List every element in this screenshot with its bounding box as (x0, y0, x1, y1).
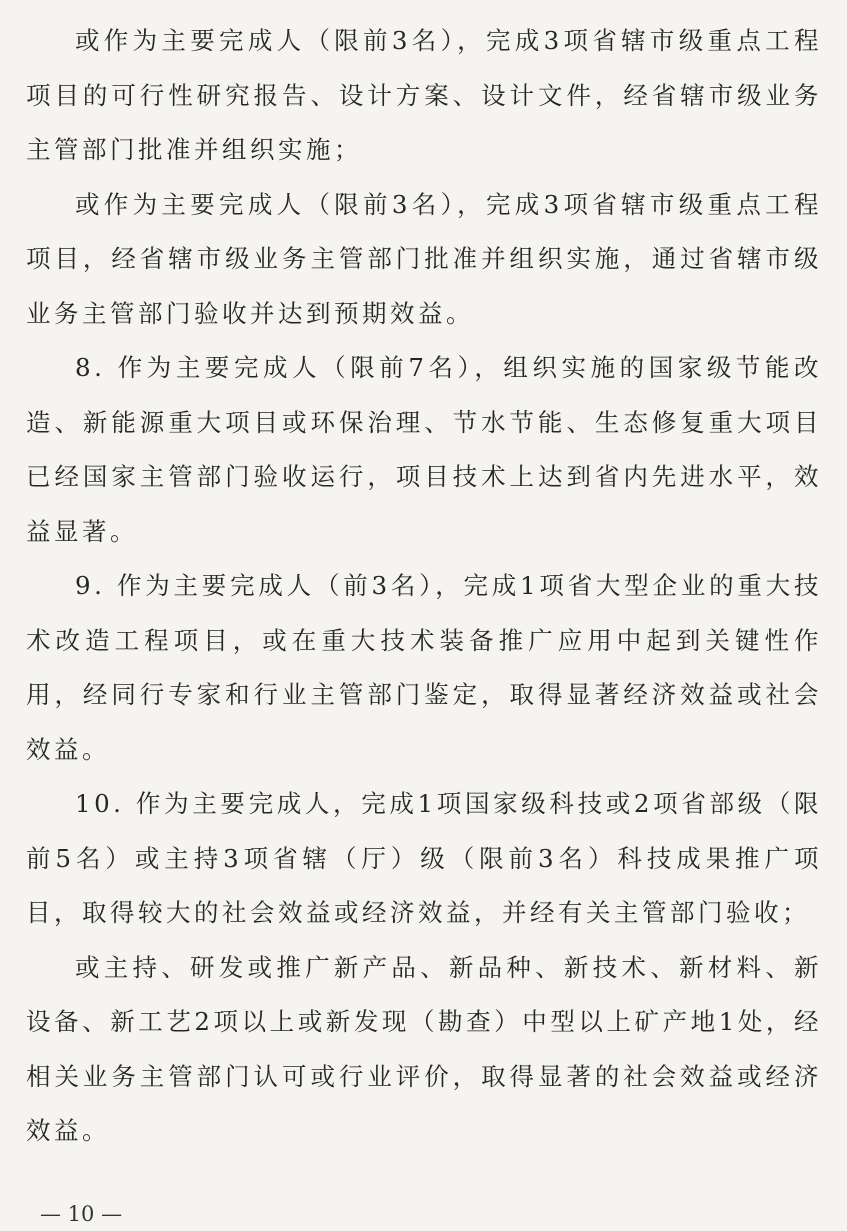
paragraph-3: 8. 作为主要完成人（限前7名），组织实施的国家级节能改造、新能源重大项目或环保治理、节水节能、生态修复重大项目已经国家主管部门验收运行，项目技术上达到省内先进水平，效益显著。 (26, 353, 822, 546)
page-number: — 10 — (40, 1202, 123, 1226)
paragraph-5: 10. 作为主要完成人，完成1项国家级科技或2项省部级（限前5名）或主持3项省辖（厅）级（限前3名）科技成果推广项目，取得较大的社会效益或经济效益，并经有关主管部门验收； (26, 789, 822, 927)
paragraph-4: 9. 作为主要完成人（前3名），完成1项省大型企业的重大技术改造工程项目，或在重大技术装备推广应用中起到关键性作用，经同行专家和行业主管部门鉴定，取得显著经济效益或社会效益。 (26, 571, 822, 764)
paragraph-1: 或作为主要完成人（限前3名），完成3项省辖市级重点工程项目的可行性研究报告、设计方案、设计文件，经省辖市级业务主管部门批准并组织实施； (26, 26, 822, 164)
body-text (26, 14, 822, 1159)
paragraph-6: 或主持、研发或推广新产品、新品种、新技术、新材料、新设备、新工艺2项以上或新发现（勘查）中型以上矿产地1处，经相关业务主管部门认可或行业评价，取得显著的社会效益或经济效益。 (26, 952, 822, 1145)
paragraph-2: 或作为主要完成人（限前3名），完成3项省辖市级重点工程项目，经省辖市级业务主管部门批准并组织实施，通过省辖市级业务主管部门验收并达到预期效益。 (26, 189, 822, 328)
